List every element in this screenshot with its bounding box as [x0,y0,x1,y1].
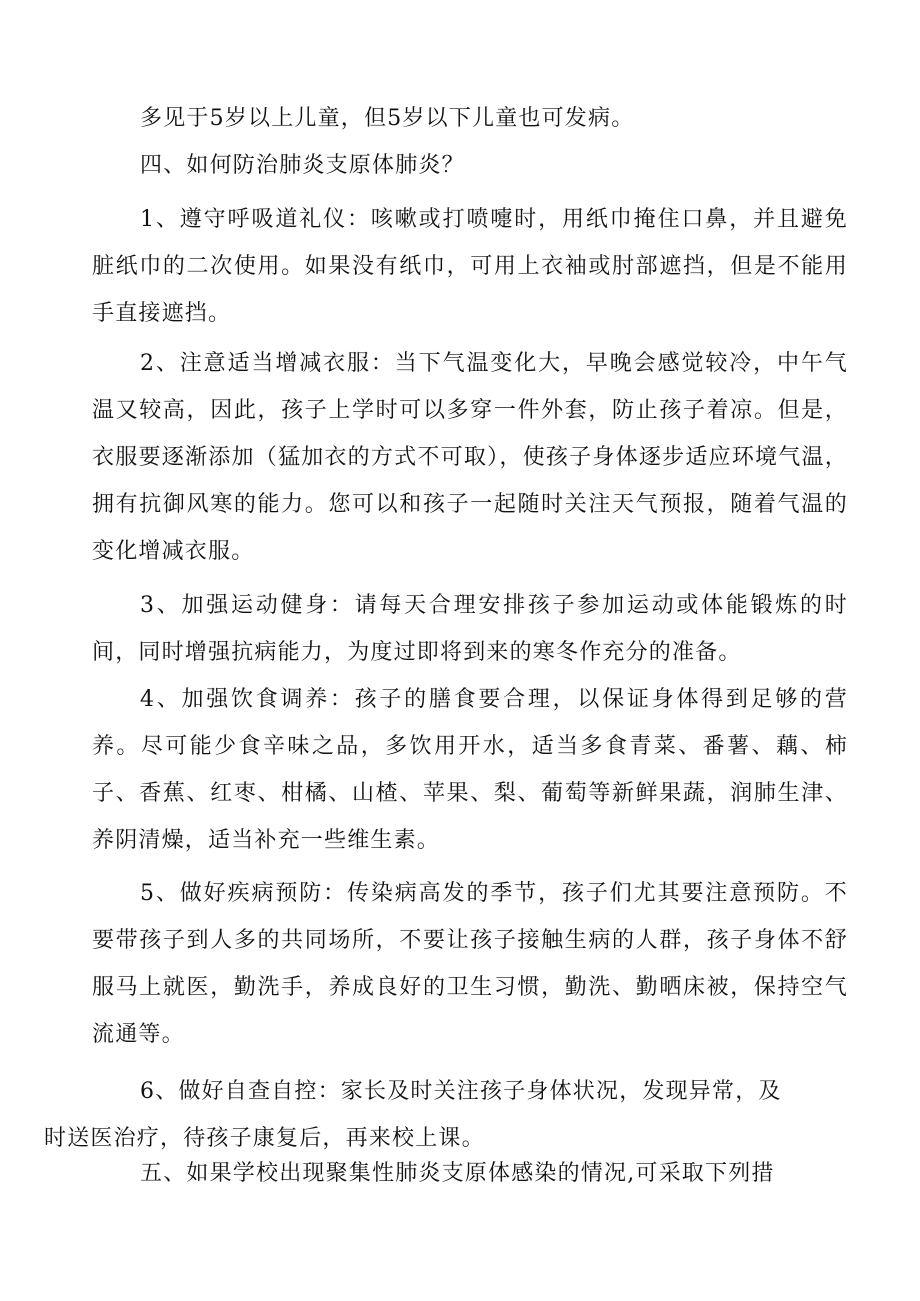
paragraph-clothing: 2、注意适当增减衣服：当下气温变化大，早晚会感觉较冷，中午气温又较高，因此，孩子上学时可以多穿一件外套，防止孩子着凉。但是，衣服要逐渐添加（猛加衣的方式不可取），使孩子身体逐步适应环境气温，拥有抗御风寒的能力。您可以和孩子一起随时关注天气预报，随着气温的变化增减衣服。 [92,351,848,564]
paragraph-respiratory-etiquette: 1、遵守呼吸道礼仪：咳嗽或打喷嚏时，用纸巾掩住口鼻，并且避免脏纸巾的二次使用。如果没有纸巾，可用上衣袖或肘部遮挡，但是不能用手直接遮挡。 [92,207,848,326]
paragraph-exercise: 3、加强运动健身：请每天合理安排孩子参加运动或体能锻炼的时间，同时增强抗病能力，为度过即将到来的寒冬作充分的准备。 [92,593,848,665]
section-heading-prevention: 四、如何防治肺炎支原体肺炎？ [140,153,465,178]
paragraph-diet: 4、加强饮食调养：孩子的膳食要合理，以保证身体得到足够的营养。尽可能少食辛味之品，多饮用开水，适当多食青菜、番薯、藕、柿子、香蕉、红枣、柑橘、山楂、苹果、梨、葡萄等新鲜果蔬，润肺生津、养阴清燥，适当补充一些维生素。 [92,687,848,853]
self-check-line-2: 时送医治疗，待孩子康复后，再来校上课。 [44,1126,485,1151]
paragraph-age-note: 多见于5岁以上儿童，但5岁以下儿童也可发病。 [140,106,635,131]
paragraph-self-check [44,1068,848,1162]
self-check-line-1: 6、做好自查自控：家长及时关注孩子身体状况，发现异常，及 [140,1079,782,1104]
paragraph-disease-prevention: 5、做好疾病预防：传染病高发的季节，孩子们尤其要注意预防。不要带孩子到人多的共同场所，不要让孩子接触生病的人群，孩子身体不舒服马上就医，勤洗手，养成良好的卫生习惯，勤洗、勤晒床被，保持空气流通等。 [92,881,848,1047]
section-heading-school-cluster: 五、如果学校出现聚集性肺炎支原体感染的情况,可采取下列措 [140,1161,775,1186]
